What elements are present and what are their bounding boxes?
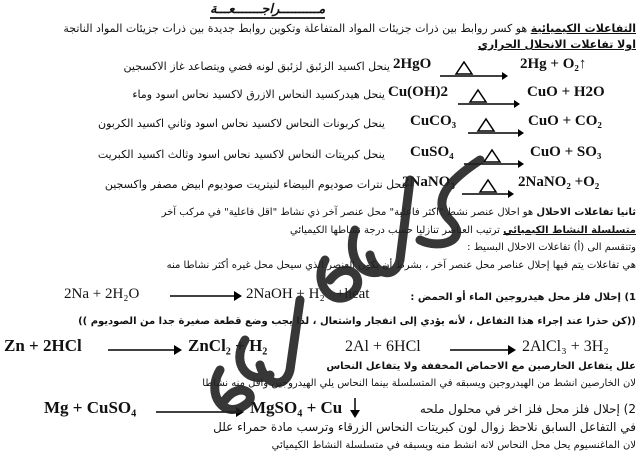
case-two-heading: 2) إحلال فلز محل فلز اخر في محلول ملحه <box>419 402 636 416</box>
section-heading-thermal: اولا تفاعلات الانحلال الحراري <box>477 38 636 51</box>
reaction-arrow-icon <box>450 344 516 356</box>
heat-arrow-icon <box>462 146 524 168</box>
equation-mg-rhs: MgSO₄ + Cu <box>250 398 343 417</box>
reaction-desc: ينحل اكسيد الزئبق لزئبق لونه فضي ويتصاعد غاز الاكسجين <box>123 60 390 73</box>
reaction-arrow-icon <box>156 406 244 418</box>
equation-zn-rhs: ZnCl₂ + H₂ <box>188 336 268 355</box>
simple-definition: هي تفاعلات يتم فيها إحلال عناصر محل عنصر آخر ، بشرط أن يكون العنصر الذي سيحل محل غيره أكثر نشاطا منه <box>166 260 636 271</box>
page-title: مــــــــــراجـــــــعـــة <box>210 2 326 17</box>
precipitate-arrow-icon <box>350 398 360 418</box>
reaction-desc: ينحل كربونات النحاس لاكسيد نحاس اسود وثاني اكسيد الكربون <box>98 117 385 130</box>
reaction-arrow-icon <box>170 290 242 302</box>
equation-na-heat: +heat <box>336 286 370 302</box>
activity-series-term: متسلسلة النشاط الكيميائي <box>503 225 636 236</box>
answer-mg: لان الماغنسيوم يحل محل النحاس لانه انشط منه ويسبقه في متسلسلة النشاط الكيميائي <box>271 440 636 451</box>
heat-arrow-icon <box>466 115 524 137</box>
activity-series-text: ترتيب العناصر تنازليا حسب درجة نشاطها الكيميائي <box>289 225 504 236</box>
reaction-desc: ينحل هيدركسيد النحاس الازرق لاكسيد نحاس اسود وماء <box>132 88 385 101</box>
reaction-desc: تنحل نترات صوديوم البيضاء لنيتريت صوديوم ابيض مصفر واكسجين <box>104 178 408 191</box>
reaction-lhs: Cu(OH)2 <box>388 84 448 100</box>
heat-arrow-icon <box>438 58 508 80</box>
reaction-rhs: 2Hg + O₂↑ <box>520 56 587 72</box>
equation-na-rhs: 2NaOH + H₂ <box>246 286 325 302</box>
heat-arrow-icon <box>460 176 514 198</box>
reaction-arrow-icon <box>108 344 182 356</box>
observation-line: في التفاعل السابق نلاحظ زوال لون كبريتات النحاس الزرقاء وترسب مادة حمراء علل <box>213 420 636 434</box>
intro-text: هو كسر روابط بين ذرات جزيئات المواد المتفاعلة وتكوين روابط جديدة بين ذرات جزيئات المواد الناتجة <box>63 22 531 35</box>
displacement-term: ثانيا تفاعلات الاحلال <box>536 207 636 218</box>
divides-line: وتنقسم الى (أ) تفاعلات الاحلال البسيط : <box>467 242 636 253</box>
reaction-rhs: CuO + H2O <box>527 84 605 100</box>
equation-al-lhs: 2Al + 6HCl <box>345 338 421 355</box>
intro-term: التفاعلات الكيميائية <box>530 22 636 35</box>
equation-mg-lhs: Mg + CuSO₄ <box>44 398 137 417</box>
intro-line <box>63 22 636 35</box>
reaction-rhs: 2NaNO₂ +O₂ <box>518 174 600 190</box>
equation-na-lhs: 2Na + 2H₂O <box>64 286 140 302</box>
reaction-lhs: 2NaNO₃ <box>402 174 455 190</box>
reaction-lhs: 2HgO <box>393 56 432 72</box>
answer-zinc: لان الخارصين انشط من الهيدروجين ويسبقه في المتسلسلة بينما النحاس يلي الهيدروجين واقل منه نشاطا <box>202 378 636 389</box>
reaction-lhs: CuSO₄ <box>410 144 454 160</box>
reaction-lhs: CuCO₃ <box>410 113 457 129</box>
displacement-text: هو احلال عنصر نشط "اكثر فاعلية" محل عنصر آخر ذي نشاط "اقل فاعلية" في مركب آخر <box>161 207 537 218</box>
case-one-heading: 1) إحلال فلز محل هيدروجين الماء أو الحمض : <box>410 292 636 303</box>
activity-series-line <box>290 225 636 236</box>
question-zinc: علل يتفاعل الخارصين مع الاحماض المخففة ولا يتفاعل النحاس <box>326 361 636 372</box>
section-heading-displacement <box>162 207 636 218</box>
reaction-rhs: CuO + SO₃ <box>530 144 602 160</box>
equation-zn-lhs: Zn + 2HCl <box>4 336 82 355</box>
heat-arrow-icon <box>456 86 520 108</box>
equation-al-rhs: 2AlCl₃ + 3H₂ <box>522 338 609 355</box>
warning-note: ((كن حذرا عند إجراء هذا التفاعل ، لأنه يؤدي إلى انفجار واشتعال ، لذا يجب وضع قطعة صغيرة جدا من الصوديوم )) <box>78 316 636 327</box>
reaction-desc: ينحل كبريتات النحاس لاكسيد نحاس اسود وثالث اكسيد الكبريت <box>97 148 385 161</box>
reaction-rhs: CuO + CO₂ <box>528 113 602 129</box>
